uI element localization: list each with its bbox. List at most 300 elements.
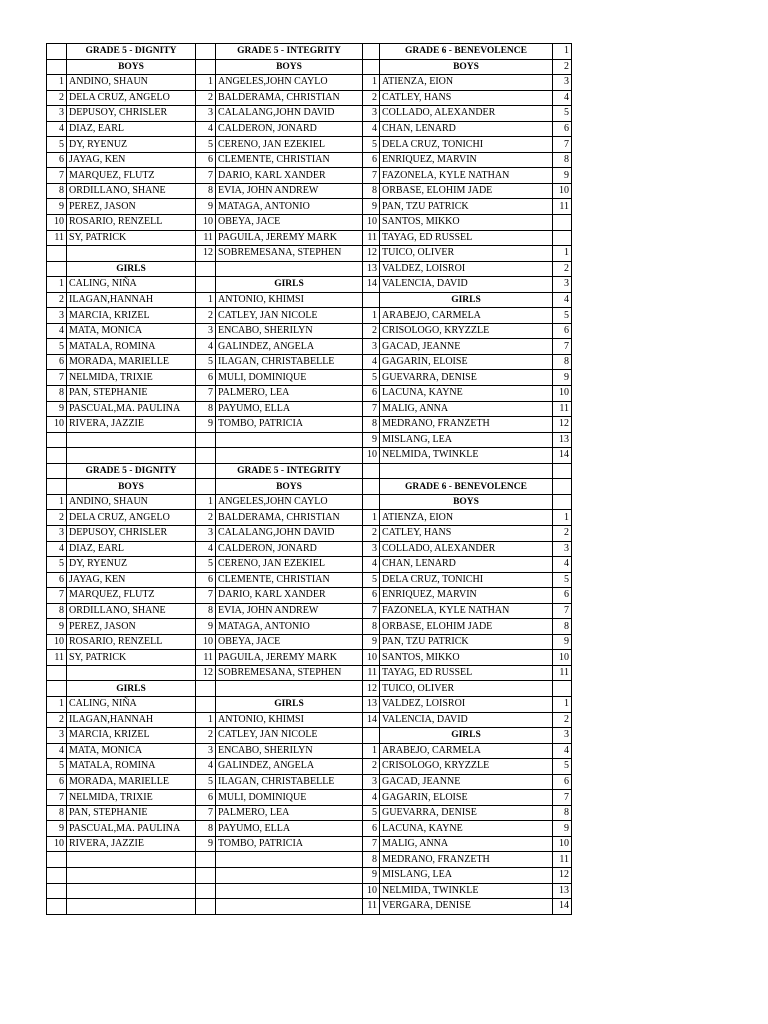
section-header: GRADE 5 - INTEGRITY (216, 44, 363, 60)
table-row (47, 59, 572, 75)
student-name: VERGARA, DENISE (380, 899, 553, 915)
student-name: CALALANG,JOHN DAVID (216, 106, 363, 122)
student-name: ORDILLANO, SHANE (67, 603, 196, 619)
table-row (47, 401, 572, 417)
row-number: 11 (553, 665, 572, 681)
row-number: 1 (47, 696, 67, 712)
student-name: PEREZ, JASON (67, 199, 196, 215)
table-row (47, 183, 572, 199)
student-name: ANTONIO, KHIMSI (216, 712, 363, 728)
student-name: CATLEY, JAN NICOLE (216, 728, 363, 744)
student-name: GALINDEZ, ANGELA (216, 339, 363, 355)
student-name: MEDRANO, FRANZETH (380, 852, 553, 868)
row-number: 5 (196, 137, 216, 153)
row-number: 4 (363, 354, 380, 370)
row-number: 5 (363, 370, 380, 386)
row-number: 9 (196, 417, 216, 433)
row-number: 8 (196, 821, 216, 837)
student-name: GAGARIN, ELOISE (380, 354, 553, 370)
table-row (47, 572, 572, 588)
student-name: MARCIA, KRIZEL (67, 728, 196, 744)
row-number: 2 (363, 525, 380, 541)
empty-cell (47, 246, 67, 262)
row-number: 5 (47, 557, 67, 573)
table-row (47, 836, 572, 852)
row-number: 12 (363, 246, 380, 262)
row-number: 14 (553, 448, 572, 464)
student-name: ILAGAN,HANNAH (67, 292, 196, 308)
row-number: 1 (553, 510, 572, 526)
table-row (47, 759, 572, 775)
row-number: 7 (363, 603, 380, 619)
row-number: 10 (363, 883, 380, 899)
row-number: 1 (553, 696, 572, 712)
row-number: 5 (196, 354, 216, 370)
student-name: TOMBO, PATRICIA (216, 836, 363, 852)
row-number: 6 (553, 588, 572, 604)
student-name: NELMIDA, TRIXIE (67, 790, 196, 806)
row-number: 7 (553, 603, 572, 619)
row-number: 6 (553, 323, 572, 339)
student-name: MORADA, MARIELLE (67, 774, 196, 790)
student-name: EVIA, JOHN ANDREW (216, 183, 363, 199)
row-number: 7 (196, 168, 216, 184)
row-number: 11 (363, 230, 380, 246)
student-name: MULI, DOMINIQUE (216, 790, 363, 806)
row-number: 3 (47, 308, 67, 324)
row-number: 14 (363, 712, 380, 728)
table-row (47, 261, 572, 277)
table-row (47, 106, 572, 122)
student-name: ILAGAN,HANNAH (67, 712, 196, 728)
student-name: CLEMENTE, CHRISTIAN (216, 152, 363, 168)
row-number: 2 (553, 261, 572, 277)
empty-cell (47, 665, 67, 681)
empty-cell (363, 479, 380, 495)
row-number: 9 (47, 199, 67, 215)
table-row (47, 323, 572, 339)
section-header: GIRLS (216, 696, 363, 712)
student-name: SOBREMESANA, STEPHEN (216, 246, 363, 262)
row-number: 6 (47, 572, 67, 588)
table-row (47, 665, 572, 681)
student-name: VALDEZ, LOISROI (380, 261, 553, 277)
table-row (47, 168, 572, 184)
section-header: BOYS (216, 479, 363, 495)
student-name: NELMIDA, TRIXIE (67, 370, 196, 386)
row-number: 13 (553, 432, 572, 448)
student-name: ENCABO, SHERILYN (216, 743, 363, 759)
row-number: 4 (47, 121, 67, 137)
row-number: 9 (553, 168, 572, 184)
row-number: 6 (553, 774, 572, 790)
student-name: DELA CRUZ, TONICHI (380, 572, 553, 588)
student-name: ANGELES,JOHN CAYLO (216, 494, 363, 510)
table-row (47, 774, 572, 790)
student-name: COLLADO, ALEXANDER (380, 541, 553, 557)
row-number: 10 (47, 215, 67, 231)
table-row (47, 215, 572, 231)
table-row (47, 588, 572, 604)
table-row (47, 386, 572, 402)
student-name: ILAGAN, CHRISTABELLE (216, 774, 363, 790)
table-row (47, 557, 572, 573)
table-row (47, 712, 572, 728)
student-name: ORBASE, ELOHIM JADE (380, 183, 553, 199)
student-name: ANTONIO, KHIMSI (216, 292, 363, 308)
table-row (47, 852, 572, 868)
row-number: 9 (196, 619, 216, 635)
row-number: 10 (363, 448, 380, 464)
student-name: DELA CRUZ, TONICHI (380, 137, 553, 153)
row-number: 1 (196, 75, 216, 91)
empty-cell (216, 867, 363, 883)
student-name: ARABEJO, CARMELA (380, 308, 553, 324)
row-number: 5 (553, 308, 572, 324)
student-name: ENCABO, SHERILYN (216, 323, 363, 339)
student-name: ENRIQUEZ, MARVIN (380, 152, 553, 168)
empty-cell (47, 899, 67, 915)
row-number: 8 (363, 619, 380, 635)
student-name: PAN, STEPHANIE (67, 386, 196, 402)
row-number: 7 (553, 790, 572, 806)
empty-cell (363, 463, 380, 479)
table-row (47, 634, 572, 650)
table-row (47, 821, 572, 837)
row-number: 6 (553, 121, 572, 137)
student-name: CHAN, LENARD (380, 557, 553, 573)
empty-cell (196, 277, 216, 293)
row-number: 2 (47, 90, 67, 106)
row-number: 1 (363, 743, 380, 759)
row-number: 11 (47, 230, 67, 246)
empty-cell (553, 479, 572, 495)
student-name: MISLANG, LEA (380, 867, 553, 883)
row-number: 7 (553, 339, 572, 355)
table-row (47, 743, 572, 759)
row-number: 1 (196, 712, 216, 728)
student-name: ORBASE, ELOHIM JADE (380, 619, 553, 635)
empty-cell (196, 867, 216, 883)
student-name: MARQUEZ, FLUTZ (67, 588, 196, 604)
student-name: SY, PATRICK (67, 650, 196, 666)
table-row (47, 463, 572, 479)
student-name: GAGARIN, ELOISE (380, 790, 553, 806)
row-number: 2 (363, 90, 380, 106)
row-number: 5 (553, 572, 572, 588)
row-number: 8 (47, 386, 67, 402)
student-name: ROSARIO, RENZELL (67, 215, 196, 231)
table-row (47, 44, 572, 60)
student-name: PAYUMO, ELLA (216, 401, 363, 417)
row-number: 8 (363, 852, 380, 868)
class-list-table (46, 43, 572, 915)
student-name: PALMERO, LEA (216, 805, 363, 821)
student-name: GACAD, JEANNE (380, 339, 553, 355)
section-header: BOYS (67, 59, 196, 75)
empty-cell (47, 463, 67, 479)
table-row (47, 292, 572, 308)
student-name: SANTOS, MIKKO (380, 650, 553, 666)
empty-cell (196, 59, 216, 75)
row-number: 5 (553, 759, 572, 775)
row-number: 2 (47, 292, 67, 308)
row-number: 11 (363, 665, 380, 681)
table-row (47, 867, 572, 883)
student-name: OBEYA, JACE (216, 215, 363, 231)
student-name: COLLADO, ALEXANDER (380, 106, 553, 122)
row-number: 6 (47, 152, 67, 168)
empty-cell (196, 463, 216, 479)
row-number: 6 (196, 572, 216, 588)
row-number: 4 (553, 743, 572, 759)
student-name: DIAZ, EARL (67, 541, 196, 557)
student-name: ANDINO, SHAUN (67, 494, 196, 510)
row-number: 5 (47, 339, 67, 355)
row-number: 3 (363, 339, 380, 355)
row-number: 1 (47, 75, 67, 91)
student-name: DEPUSOY, CHRISLER (67, 106, 196, 122)
row-number: 2 (196, 90, 216, 106)
table-row (47, 494, 572, 510)
table-row (47, 137, 572, 153)
row-number: 3 (363, 774, 380, 790)
student-name: TAYAG, ED RUSSEL (380, 665, 553, 681)
row-number: 4 (196, 121, 216, 137)
section-header: GRADE 6 - BENEVOLENCE (380, 44, 553, 60)
student-name: CALDERON, JONARD (216, 121, 363, 137)
row-number: 1 (553, 44, 572, 60)
empty-cell (196, 44, 216, 60)
row-number: 6 (196, 152, 216, 168)
table-row (47, 339, 572, 355)
student-name: DARIO, KARL XANDER (216, 588, 363, 604)
row-number: 4 (363, 121, 380, 137)
row-number: 2 (196, 308, 216, 324)
student-name: JAYAG, KEN (67, 572, 196, 588)
student-name: TUICO, OLIVER (380, 681, 553, 697)
student-name: ATIENZA, EION (380, 75, 553, 91)
empty-cell (553, 230, 572, 246)
row-number: 7 (196, 805, 216, 821)
row-number: 8 (196, 603, 216, 619)
student-name: SOBREMESANA, STEPHEN (216, 665, 363, 681)
empty-cell (47, 261, 67, 277)
table-row (47, 650, 572, 666)
table-row (47, 230, 572, 246)
student-name: MATA, MONICA (67, 323, 196, 339)
row-number: 3 (363, 541, 380, 557)
empty-cell (196, 261, 216, 277)
table-row (47, 603, 572, 619)
row-number: 4 (363, 790, 380, 806)
row-number: 10 (363, 215, 380, 231)
row-number: 8 (553, 805, 572, 821)
student-name: ROSARIO, RENZELL (67, 634, 196, 650)
row-number: 3 (47, 728, 67, 744)
row-number: 3 (196, 743, 216, 759)
table-row (47, 883, 572, 899)
student-name: CRISOLOGO, KRYZZLE (380, 323, 553, 339)
row-number: 4 (196, 541, 216, 557)
empty-cell (47, 479, 67, 495)
row-number: 8 (47, 603, 67, 619)
student-name: LACUNA, KAYNE (380, 821, 553, 837)
row-number: 2 (196, 728, 216, 744)
student-name: CALING, NIÑA (67, 277, 196, 293)
table-row (47, 432, 572, 448)
section-header: GIRLS (67, 261, 196, 277)
row-number: 7 (196, 386, 216, 402)
row-number: 8 (363, 183, 380, 199)
student-name: CLEMENTE, CHRISTIAN (216, 572, 363, 588)
row-number: 9 (553, 821, 572, 837)
table-row (47, 370, 572, 386)
table-row (47, 728, 572, 744)
empty-cell (363, 728, 380, 744)
empty-cell (553, 463, 572, 479)
student-name: CERENO, JAN EZEKIEL (216, 557, 363, 573)
row-number: 10 (47, 417, 67, 433)
student-name: PASCUAL,MA. PAULINA (67, 401, 196, 417)
row-number: 4 (363, 557, 380, 573)
table-row (47, 308, 572, 324)
student-name: RIVERA, JAZZIE (67, 417, 196, 433)
student-name: ANGELES,JOHN CAYLO (216, 75, 363, 91)
student-name: CATLEY, HANS (380, 525, 553, 541)
row-number: 6 (196, 370, 216, 386)
section-header: GIRLS (67, 681, 196, 697)
row-number: 1 (196, 292, 216, 308)
student-name: GALINDEZ, ANGELA (216, 759, 363, 775)
table-row (47, 619, 572, 635)
empty-cell (47, 44, 67, 60)
table-row (47, 525, 572, 541)
row-number: 3 (553, 541, 572, 557)
row-number: 10 (47, 836, 67, 852)
row-number: 5 (363, 805, 380, 821)
table-row (47, 790, 572, 806)
section-header: BOYS (380, 494, 553, 510)
empty-cell (67, 665, 196, 681)
empty-cell (363, 292, 380, 308)
row-number: 8 (196, 183, 216, 199)
table-row (47, 510, 572, 526)
empty-cell (47, 852, 67, 868)
row-number: 2 (553, 712, 572, 728)
empty-cell (196, 899, 216, 915)
student-name: MORADA, MARIELLE (67, 354, 196, 370)
row-number: 11 (196, 230, 216, 246)
row-number: 8 (553, 354, 572, 370)
empty-cell (196, 696, 216, 712)
row-number: 7 (363, 836, 380, 852)
row-number: 9 (363, 432, 380, 448)
row-number: 6 (363, 588, 380, 604)
student-name: DARIO, KARL XANDER (216, 168, 363, 184)
student-name: MEDRANO, FRANZETH (380, 417, 553, 433)
row-number: 5 (553, 106, 572, 122)
student-name: ARABEJO, CARMELA (380, 743, 553, 759)
empty-cell (553, 215, 572, 231)
empty-cell (216, 432, 363, 448)
section-header: GIRLS (216, 277, 363, 293)
empty-cell (196, 883, 216, 899)
row-number: 4 (196, 339, 216, 355)
empty-cell (67, 448, 196, 464)
student-name: GUEVARRA, DENISE (380, 805, 553, 821)
row-number: 13 (363, 696, 380, 712)
table-row (47, 417, 572, 433)
student-name: PAN, TZU PATRICK (380, 634, 553, 650)
row-number: 8 (363, 417, 380, 433)
empty-cell (196, 448, 216, 464)
table-row (47, 899, 572, 915)
student-name: DY, RYENUZ (67, 137, 196, 153)
row-number: 7 (47, 168, 67, 184)
empty-cell (47, 432, 67, 448)
empty-cell (47, 448, 67, 464)
student-name: DELA CRUZ, ANGELO (67, 510, 196, 526)
row-number: 5 (363, 572, 380, 588)
student-name: MATA, MONICA (67, 743, 196, 759)
section-header: GRADE 6 - BENEVOLENCE (380, 479, 553, 495)
empty-cell (67, 883, 196, 899)
row-number: 10 (47, 634, 67, 650)
student-name: CHAN, LENARD (380, 121, 553, 137)
student-name: CRISOLOGO, KRYZZLE (380, 759, 553, 775)
table-row (47, 199, 572, 215)
student-name: VALENCIA, DAVID (380, 277, 553, 293)
student-name: TOMBO, PATRICIA (216, 417, 363, 433)
empty-cell (363, 59, 380, 75)
row-number: 10 (553, 183, 572, 199)
section-header: GRADE 5 - INTEGRITY (216, 463, 363, 479)
row-number: 10 (196, 215, 216, 231)
row-number: 7 (47, 588, 67, 604)
table-row (47, 805, 572, 821)
row-number: 9 (553, 634, 572, 650)
row-number: 9 (553, 370, 572, 386)
table-row (47, 681, 572, 697)
empty-cell (216, 448, 363, 464)
table-row (47, 277, 572, 293)
empty-cell (47, 883, 67, 899)
empty-cell (196, 479, 216, 495)
empty-cell (47, 681, 67, 697)
student-name: DY, RYENUZ (67, 557, 196, 573)
empty-cell (67, 852, 196, 868)
empty-cell (196, 681, 216, 697)
row-number: 7 (47, 370, 67, 386)
student-name: VALENCIA, DAVID (380, 712, 553, 728)
student-name: SANTOS, MIKKO (380, 215, 553, 231)
student-name: TAYAG, ED RUSSEL (380, 230, 553, 246)
student-name: GACAD, JEANNE (380, 774, 553, 790)
empty-cell (67, 899, 196, 915)
row-number: 9 (363, 199, 380, 215)
row-number: 6 (363, 152, 380, 168)
row-number: 4 (47, 743, 67, 759)
row-number: 2 (196, 510, 216, 526)
empty-cell (553, 681, 572, 697)
row-number: 10 (196, 634, 216, 650)
student-name: OBEYA, JACE (216, 634, 363, 650)
row-number: 4 (553, 90, 572, 106)
student-name: MATAGA, ANTONIO (216, 619, 363, 635)
empty-cell (380, 463, 553, 479)
student-name: CATLEY, HANS (380, 90, 553, 106)
